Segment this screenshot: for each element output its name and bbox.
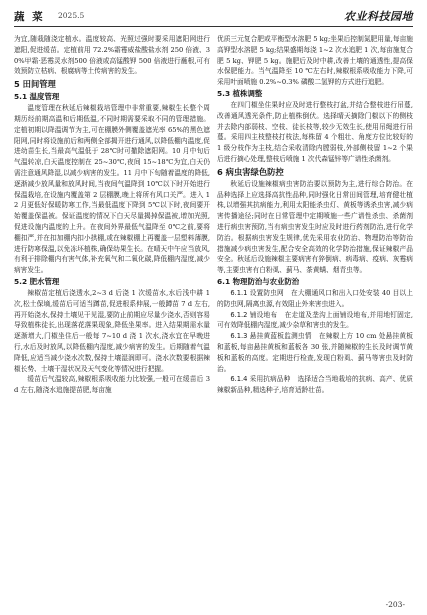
paragraph-pest-control-overview: 秋延后设施辣椒病虫害防治要以预防为主,进行综合防治。在品种选择上应选择高抗性品种,同时强化日常田间管理,培育健壮植株,以增强其抗病能力,利用太阳能杀虫灯、黄板等诱杀虫害,减少病害传播途径;同时在日常管理中定期喷施一些广谱性杀虫、杀菌剂进行病虫害预防,当有病虫害发生时应及时进行药剂防治,进行化学防治。根据病虫害发生规律,优先采用农业防治、物理防治等防治措施减少病虫害发生,配合安全高效的化学防治措施,保证辣椒产品安全。秋延后设施辣椒主要病害有猝倒病、病毒病、疫病、灰霉病等,主要虫害有白粉虱、蓟马、茶黄螨、烟青虫等。 bbox=[217, 179, 413, 275]
item-number: 6.1.3 bbox=[230, 332, 248, 341]
section-heading-field-management: 5 田间管理 bbox=[14, 79, 56, 90]
item-title: 设置防虫网 bbox=[249, 288, 284, 297]
section-heading-pest-control: 6 病虫害绿色防控 bbox=[217, 166, 284, 177]
list-item-sticky-boards bbox=[217, 331, 413, 374]
paragraph-fertilizer-continuation: 优质三元复合肥或平衡型水溶肥 5 kg;坐果后控制氮肥用量,每亩施高钾型水溶肥 5 kg;结果盛期每浇 1~2 次水追肥 1 次,每亩施复合肥 5 kg、钾肥 5 kg。施肥后及时中耕,改善土壤的通透性,提高保水保肥能力。当气温降至 10 ℃左右时,辣椒根系吸收能力下降,可采用叶面喷施 0.2%~0.3% 磷酸二氢钾的方式进行追肥。 bbox=[217, 35, 413, 87]
item-text: 选择适合当地栽培的抗病、高产、优质辣椒新品种,精选种子,培育适龄壮苗。 bbox=[217, 375, 413, 395]
page-header bbox=[14, 8, 413, 27]
item-text: 在走道及垄沟上面铺设地布,并用地钉固定,可有效降低棚内湿度,减少杂草和害虫的发生。 bbox=[217, 310, 413, 330]
paragraph-pruning: 在四门椒坐住果时应及时进行整枝打盆,并结合整枝进行吊蔓,改善通风透光条件,防止植株倒伏。选择晴天摘除门椒以下的侧枝并去除内部弱枝、空枝、徒长枝等,较少无效生长,使用吊绳进行吊蔓。采用四主枝整枝打枝法,每株留 4 个粗壮、角度方位比较好的 1 级分枝作为主枝,结合采收清除内膛弱枝,外部侧枝留 1~2 个果后进行摘心处理,整枝后喷施 1 次代森锰锌等广谱性杀菌剂。 bbox=[217, 100, 413, 163]
journal-issue: 2025.5 bbox=[58, 11, 85, 20]
list-item-insect-net bbox=[217, 288, 413, 310]
subsection-heading-plant-adjustment: 5.3 植株调整 bbox=[217, 88, 263, 98]
paragraph-fertilizing: 缓苗后气温较高,辣椒根系吸收能力比较强,一般可在缓苗后 3 d 左右,随浇水追施提苗肥,每亩施 bbox=[14, 375, 210, 395]
paragraph-transplant-continuation: 为宜,随栽随浇定植水。温度较高、光照过强时要采用遮阳网进行遮阳,促进缓苗。定植前用 72.2%霜霉威盐酸盐水剂 250 倍液、30%甲霜·恶霉灵水剂500 倍液或高锰酸钾 500 倍液进行蘸根,可有效预防立枯病、根腐病等土传病害的发生。 bbox=[14, 35, 210, 76]
item-title: 采用抗病品种 bbox=[249, 375, 291, 384]
item-number: 6.1.1 bbox=[230, 288, 248, 297]
list-item-resistant-varieties bbox=[217, 374, 413, 396]
paragraph-temperature-management: 温度管理在秋延后辣椒栽培管理中非常重要,辣椒生长整个周期历经前期高温和后期低温,不同时期需要采取不同的管理措施。定植初期以降温调节为主,可在棚膜外侧覆盖遮光率 65%的黑色遮阳网,同时将设施前后和两侧全部揭开进行通风,以降低棚内温度,促进幼苗生长,当最高气温低于 28℃时可撤除遮阳网。10 月中旬后气温转凉,白天温度控制在 25~30℃,夜间 15~18℃为宜,白天仍需注意通风降湿,以减少病害的发生。11 月中下旬随着温度的降低,逐渐减少放风量和放风时间,当夜间气温降到 10℃以下时开始进行保温栽培,在设施内覆盖第 2 层棚膜,晚上将所有风口关严。进入 12 月更低好保暖防寒工作,当最低温度下降到 5℃以下时,夜间要开始覆盖保温被。保证温度的情况下白天尽量揭掉保温被,增加光照,促进设施内温度的上升。在夜间外界最低气温降至 0℃之前,要将棚扣严,并在扣加棚内扣小拱棚,或在辣椒棚上再覆盖一层塑料薄膜,进行防寒保温,以免冻坏植株,确保幼果生长。在晴天中午应当放风,有利于排除棚内有害气体,补充氧气和二氧化碳,降低棚内湿度,减少病害发生。 bbox=[14, 104, 210, 275]
item-title: 悬挂黄蓝板监测虫情 bbox=[249, 332, 312, 341]
section-logo: 农业科技园地 bbox=[344, 10, 413, 23]
item-text: 在辣椒上方 10 cm 处悬挂黄板和蓝板,每亩悬挂黄板和蓝板各 30 张,并随辣椒的生长及时调节黄板和蓝板的高度。定期进行检查,发现白粉虱、蓟马等害虫及时防治。 bbox=[217, 332, 413, 373]
item-number: 6.1.4 bbox=[230, 375, 248, 384]
item-text: 在大棚通风口和出入口处安装 40 目以上的防虫网,隔离虫源,有效阻止外来害虫进入。 bbox=[217, 288, 413, 308]
item-number: 6.1.2 bbox=[230, 310, 248, 319]
paragraph-watering: 辣椒苗定植后浇透水,2~3 d 后浇 1 次缓苗水,水后浅中耕 1 次,松土保墒,缓苗后可适当蹲苗,促进根系伸展,一般蹲苗 7 d 左右,再开始浇水,保持土壤见干见湿,要防止前期应尽量少浇水,否则容易导致植株徒长,出现落花落果现象,降低坐果率。进入结果期需水量逐渐增大,门椒坐住后一般每 7~10 d 浇 1 次水,浇水宜在早晚进行,水后及时放风,以降低棚内湿度,减少病害的发生。后期随着气温降低,应适当减少浇水次数,保持土壤湿润即可。浇水次数要根据辣椒长势、土壤干湿状况及天气变化等情况进行把握。 bbox=[14, 288, 210, 373]
left-column bbox=[14, 34, 210, 396]
item-title: 铺设地布 bbox=[249, 310, 278, 319]
page-number: -203- bbox=[385, 600, 405, 609]
right-column bbox=[217, 34, 413, 396]
subsection-heading-temperature: 5.1 温度管理 bbox=[14, 92, 60, 102]
subsection-heading-fertilizer-water: 5.2 肥水管理 bbox=[14, 276, 60, 286]
journal-name: 蔬 菜 bbox=[14, 11, 45, 23]
subsection-heading-physical-agricultural-control: 6.1 物理防治与农业防治 bbox=[217, 276, 300, 286]
list-item-ground-cloth bbox=[217, 310, 413, 332]
